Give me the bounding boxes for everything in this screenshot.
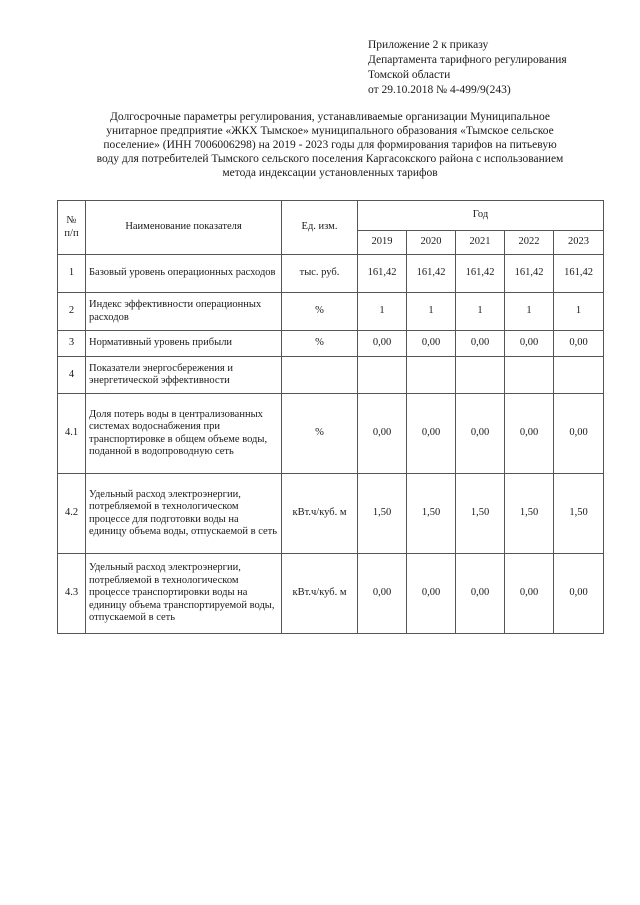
row-value: 0,00 (554, 331, 604, 357)
table-row (58, 474, 604, 554)
row-num: 4.3 (58, 554, 86, 634)
appendix-line: от 29.10.2018 № 4-499/9(243) (368, 84, 511, 96)
row-num: 4.2 (58, 474, 86, 554)
title-line: Долгосрочные параметры регулирования, устанавливаемые организации Муниципальное (110, 111, 550, 123)
row-value: 1 (358, 293, 407, 331)
row-value: 161,42 (456, 255, 505, 293)
row-value: 1,50 (505, 474, 554, 554)
row-value (554, 357, 604, 394)
title-line: воду для потребителей Тымского сельского поселения Каргасокского района с использованием (96, 153, 564, 165)
row-value: 0,00 (456, 554, 505, 634)
row-unit: % (282, 394, 358, 474)
row-value: 0,00 (358, 331, 407, 357)
row-name: Удельный расход электроэнергии, потребляемой в технологическом процессе для подготовки воды на единицу объема воды, отпускаемой в сеть (86, 474, 282, 554)
row-value: 1,50 (407, 474, 456, 554)
row-value (456, 357, 505, 394)
row-value: 1 (554, 293, 604, 331)
row-value: 0,00 (554, 554, 604, 634)
row-unit: кВт.ч/куб. м (282, 474, 358, 554)
row-name: Индекс эффективности операционных расходов (86, 293, 282, 331)
row-value: 0,00 (505, 554, 554, 634)
header-year: Год (358, 201, 604, 231)
row-value: 0,00 (358, 394, 407, 474)
appendix-line: Департамента тарифного регулирования (368, 54, 567, 66)
title-line: поселение» (ИНН 7006006298) на 2019 - 2023 годы для формирования тарифов на питьевую (103, 139, 557, 151)
row-value: 0,00 (407, 331, 456, 357)
appendix-line: Томской области (368, 69, 451, 81)
row-value: 0,00 (407, 394, 456, 474)
row-num: 4.1 (58, 394, 86, 474)
title-line: метода индексации установленных тарифов (222, 167, 438, 179)
row-unit: кВт.ч/куб. м (282, 554, 358, 634)
row-value: 0,00 (407, 554, 456, 634)
row-value: 0,00 (456, 331, 505, 357)
row-value: 1,50 (456, 474, 505, 554)
row-num: 2 (58, 293, 86, 331)
table-row (58, 394, 604, 474)
appendix-line: Приложение 2 к приказу (368, 39, 489, 51)
row-value: 1,50 (554, 474, 604, 554)
header-year-value: 2021 (456, 231, 505, 255)
row-num: 1 (58, 255, 86, 293)
row-value (358, 357, 407, 394)
row-value: 1 (407, 293, 456, 331)
row-value: 161,42 (554, 255, 604, 293)
header-num: № п/п (58, 201, 86, 255)
row-unit: % (282, 293, 358, 331)
header-name: Наименование показателя (86, 201, 282, 255)
row-num: 3 (58, 331, 86, 357)
row-value: 161,42 (505, 255, 554, 293)
row-value: 161,42 (358, 255, 407, 293)
table-row (58, 255, 604, 293)
row-unit (282, 357, 358, 394)
row-name: Базовый уровень операционных расходов (86, 255, 282, 293)
row-value: 0,00 (505, 394, 554, 474)
header-year-value: 2023 (554, 231, 604, 255)
row-value: 0,00 (505, 331, 554, 357)
table-row (58, 554, 604, 634)
row-value: 0,00 (554, 394, 604, 474)
table-row (58, 357, 604, 394)
row-num: 4 (58, 357, 86, 394)
row-value: 1 (456, 293, 505, 331)
row-unit: % (282, 331, 358, 357)
row-value: 1,50 (358, 474, 407, 554)
row-value (505, 357, 554, 394)
header-year-value: 2019 (358, 231, 407, 255)
table-row (58, 331, 604, 357)
row-name: Удельный расход электроэнергии, потребляемой в технологическом процессе транспортировки воды на единицу объема транспортируемой воды, отпускаемой в сеть (86, 554, 282, 634)
parameters-table (57, 200, 604, 634)
row-value: 0,00 (358, 554, 407, 634)
row-name: Нормативный уровень прибыли (86, 331, 282, 357)
row-name: Доля потерь воды в централизованных системах водоснабжения при транспортировке в общем объеме воды, поданной в водопроводную сеть (86, 394, 282, 474)
header-year-value: 2020 (407, 231, 456, 255)
row-value: 0,00 (456, 394, 505, 474)
title-line: унитарное предприятие «ЖКХ Тымское» муниципального образования «Тымское сельское (106, 125, 554, 137)
table-row (58, 293, 604, 331)
header-unit: Ед. изм. (282, 201, 358, 255)
header-year-value: 2022 (505, 231, 554, 255)
row-value: 1 (505, 293, 554, 331)
appendix-reference (368, 38, 567, 98)
row-value (407, 357, 456, 394)
row-unit: тыс. руб. (282, 255, 358, 293)
row-name: Показатели энергосбережения и энергетической эффективности (86, 357, 282, 394)
row-value: 161,42 (407, 255, 456, 293)
document-title (60, 110, 600, 180)
